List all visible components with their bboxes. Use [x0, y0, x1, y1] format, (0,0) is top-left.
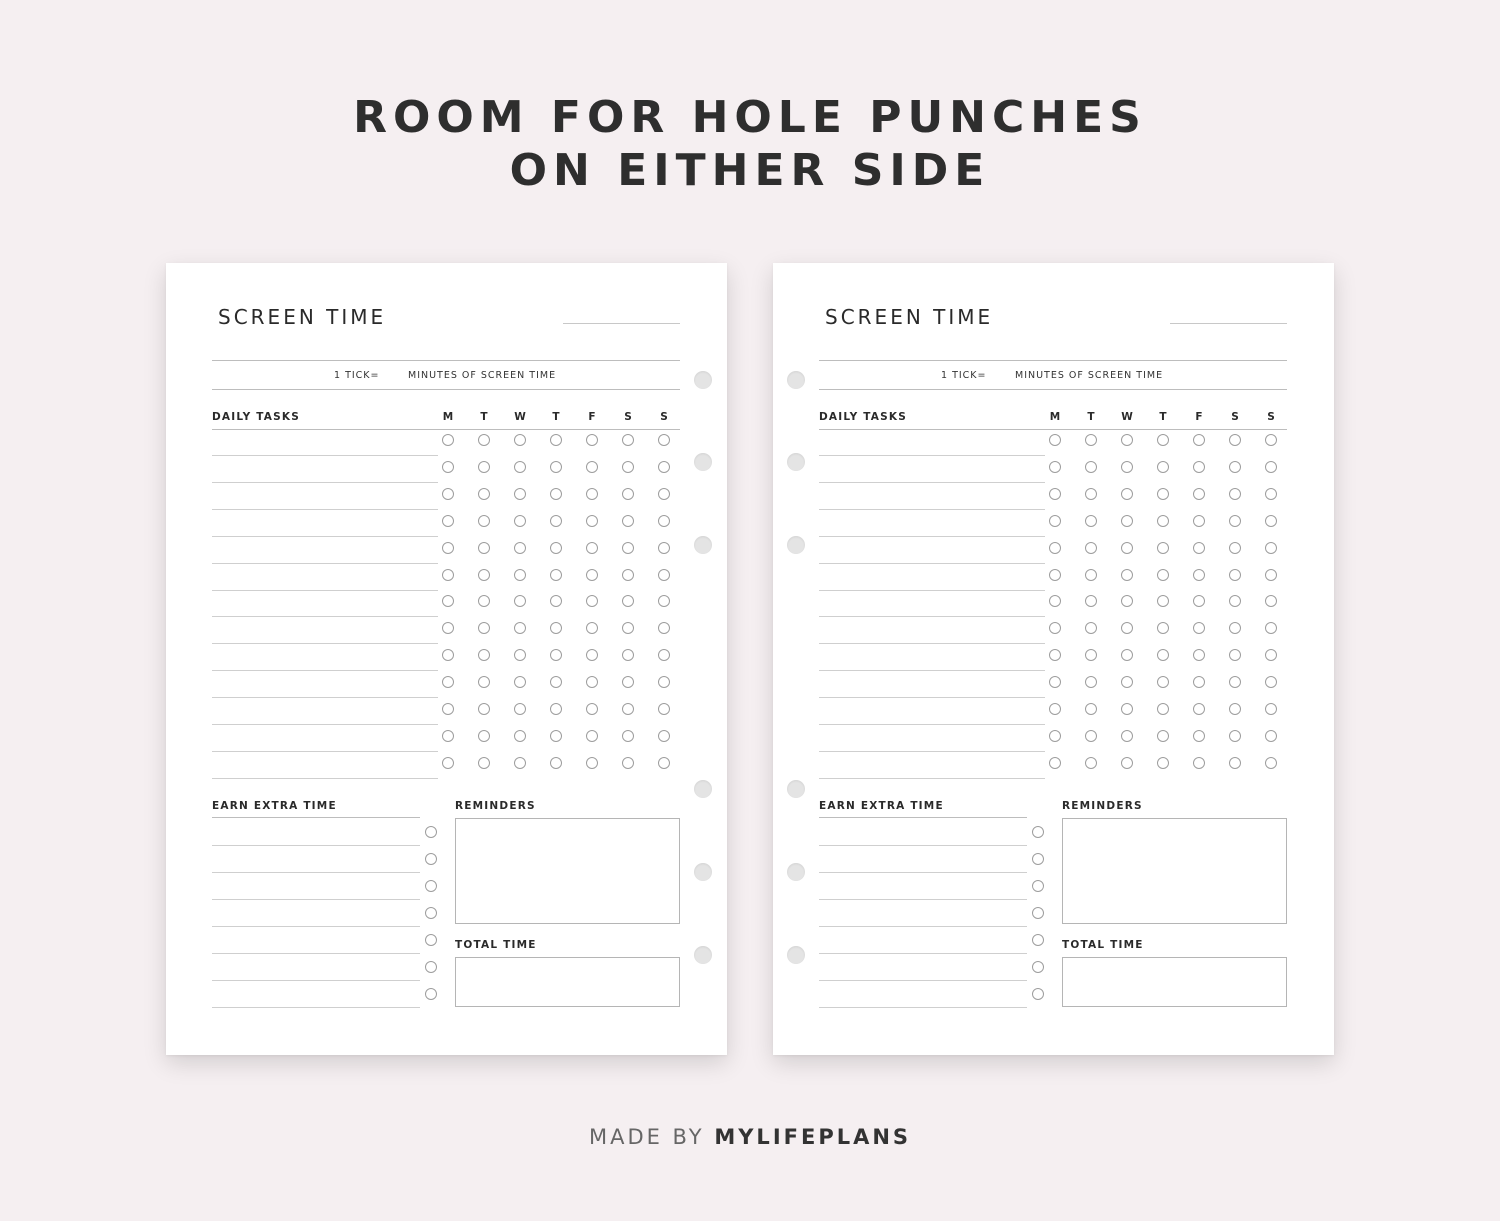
checkbox-circle[interactable]: [1229, 569, 1241, 581]
checkbox-circle[interactable]: [658, 434, 670, 446]
task-line[interactable]: [819, 482, 1045, 483]
tick-label: 1 TICK=: [941, 370, 987, 381]
reminders-box[interactable]: [455, 818, 680, 924]
checkbox-circle[interactable]: [1085, 488, 1097, 500]
checkbox-circle[interactable]: [622, 569, 634, 581]
checkbox-circle[interactable]: [1049, 461, 1061, 473]
checkbox-circle[interactable]: [1229, 622, 1241, 634]
checkbox-circle[interactable]: [1265, 488, 1277, 500]
checkbox-circle[interactable]: [1049, 649, 1061, 661]
checkbox-circle[interactable]: [1265, 595, 1277, 607]
checkbox-circle[interactable]: [622, 515, 634, 527]
punch-hole: [787, 780, 805, 798]
total-time-label: TOTAL TIME: [1062, 939, 1144, 951]
task-line[interactable]: [819, 616, 1045, 617]
checkbox-circle[interactable]: [1193, 649, 1205, 661]
day-label-6: S: [1267, 411, 1275, 423]
earn-extra-checkbox[interactable]: [1032, 880, 1044, 892]
reminders-box[interactable]: [1062, 818, 1287, 924]
headline-line-2: ON EITHER SIDE: [509, 145, 991, 196]
checkbox-circle[interactable]: [658, 569, 670, 581]
checkbox-circle[interactable]: [442, 757, 454, 769]
tick-label: 1 TICK=: [334, 370, 380, 381]
earn-extra-line[interactable]: [819, 980, 1027, 981]
checkbox-circle[interactable]: [514, 703, 526, 715]
day-label-3: T: [552, 411, 560, 423]
checkbox-circle[interactable]: [1085, 649, 1097, 661]
earn-extra-line[interactable]: [819, 1007, 1027, 1008]
earn-extra-line[interactable]: [819, 872, 1027, 873]
checkbox-circle[interactable]: [478, 595, 490, 607]
checkbox-circle[interactable]: [1121, 676, 1133, 688]
checkbox-circle[interactable]: [586, 434, 598, 446]
checkbox-circle[interactable]: [442, 649, 454, 661]
checkbox-circle[interactable]: [1085, 461, 1097, 473]
checkbox-circle[interactable]: [1157, 434, 1169, 446]
reminders-label: REMINDERS: [1062, 800, 1143, 812]
checkbox-circle[interactable]: [1085, 703, 1097, 715]
checkbox-circle[interactable]: [1229, 730, 1241, 742]
day-label-1: T: [1087, 411, 1095, 423]
checkbox-circle[interactable]: [550, 461, 562, 473]
earn-extra-line[interactable]: [212, 953, 420, 954]
task-line[interactable]: [212, 536, 438, 537]
checkbox-circle[interactable]: [1229, 542, 1241, 554]
day-label-5: S: [1231, 411, 1239, 423]
checkbox-circle[interactable]: [1085, 622, 1097, 634]
checkbox-circle[interactable]: [550, 622, 562, 634]
checkbox-circle[interactable]: [1229, 488, 1241, 500]
checkbox-circle[interactable]: [478, 757, 490, 769]
checkbox-circle[interactable]: [622, 730, 634, 742]
task-line[interactable]: [819, 536, 1045, 537]
task-line[interactable]: [819, 590, 1045, 591]
checkbox-circle[interactable]: [550, 649, 562, 661]
checkbox-circle[interactable]: [1265, 676, 1277, 688]
checkbox-circle[interactable]: [1157, 730, 1169, 742]
checkbox-circle[interactable]: [1121, 488, 1133, 500]
checkbox-circle[interactable]: [1085, 515, 1097, 527]
task-line[interactable]: [819, 455, 1045, 456]
checkbox-circle[interactable]: [478, 622, 490, 634]
checkbox-circle[interactable]: [1049, 703, 1061, 715]
punch-hole: [694, 946, 712, 964]
checkbox-circle[interactable]: [1157, 515, 1169, 527]
checkbox-circle[interactable]: [586, 542, 598, 554]
checkbox-circle[interactable]: [514, 515, 526, 527]
checkbox-circle[interactable]: [586, 649, 598, 661]
checkbox-circle[interactable]: [586, 676, 598, 688]
checkbox-circle[interactable]: [622, 676, 634, 688]
checkbox-circle[interactable]: [550, 434, 562, 446]
checkbox-circle[interactable]: [658, 622, 670, 634]
task-line[interactable]: [819, 563, 1045, 564]
earn-extra-checkbox[interactable]: [1032, 826, 1044, 838]
earn-extra-checkbox[interactable]: [425, 826, 437, 838]
checkbox-circle[interactable]: [658, 595, 670, 607]
day-label-4: F: [588, 411, 596, 423]
earn-extra-checkbox[interactable]: [1032, 988, 1044, 1000]
day-label-0: M: [442, 411, 454, 423]
checkbox-circle[interactable]: [550, 569, 562, 581]
checkbox-circle[interactable]: [1121, 622, 1133, 634]
day-label-0: M: [1049, 411, 1061, 423]
checkbox-circle[interactable]: [514, 461, 526, 473]
page-title: SCREEN TIME: [218, 305, 387, 329]
task-line[interactable]: [819, 643, 1045, 644]
checkbox-circle[interactable]: [1049, 434, 1061, 446]
daily-tasks-label: DAILY TASKS: [819, 411, 907, 423]
checkbox-circle[interactable]: [442, 461, 454, 473]
task-line[interactable]: [212, 778, 438, 779]
tick-rule-bottom: [819, 389, 1287, 390]
checkbox-circle[interactable]: [514, 649, 526, 661]
punch-hole: [694, 453, 712, 471]
checkbox-circle[interactable]: [514, 488, 526, 500]
checkbox-circle[interactable]: [622, 542, 634, 554]
checkbox-circle[interactable]: [1085, 434, 1097, 446]
checkbox-circle[interactable]: [1265, 515, 1277, 527]
page-title: SCREEN TIME: [825, 305, 994, 329]
punch-hole: [694, 371, 712, 389]
planner-page-left: [166, 263, 727, 1055]
checkbox-circle[interactable]: [1193, 434, 1205, 446]
task-line[interactable]: [819, 509, 1045, 510]
checkbox-circle[interactable]: [586, 757, 598, 769]
earn-extra-checkbox[interactable]: [425, 880, 437, 892]
task-line[interactable]: [819, 670, 1045, 671]
checkbox-circle[interactable]: [622, 461, 634, 473]
earn-extra-header-rule: [212, 817, 420, 818]
day-label-2: W: [1121, 411, 1133, 423]
tick-rule-top: [212, 360, 680, 361]
checkbox-circle[interactable]: [1085, 676, 1097, 688]
checkbox-circle[interactable]: [1265, 757, 1277, 769]
earn-extra-line[interactable]: [819, 845, 1027, 846]
checkbox-circle[interactable]: [1049, 595, 1061, 607]
task-line[interactable]: [212, 616, 438, 617]
checkbox-circle[interactable]: [442, 569, 454, 581]
checkbox-circle[interactable]: [478, 730, 490, 742]
checkbox-circle[interactable]: [586, 595, 598, 607]
task-line[interactable]: [212, 643, 438, 644]
earn-extra-checkbox[interactable]: [425, 853, 437, 865]
checkbox-circle[interactable]: [478, 515, 490, 527]
checkbox-circle[interactable]: [622, 703, 634, 715]
checkbox-circle[interactable]: [1265, 461, 1277, 473]
checkbox-circle[interactable]: [1049, 569, 1061, 581]
checkbox-circle[interactable]: [1193, 730, 1205, 742]
checkbox-circle[interactable]: [1121, 434, 1133, 446]
checkbox-circle[interactable]: [550, 595, 562, 607]
date-line: [1170, 323, 1287, 324]
checkbox-circle[interactable]: [1265, 434, 1277, 446]
checkbox-circle[interactable]: [1121, 569, 1133, 581]
checkbox-circle[interactable]: [1157, 488, 1169, 500]
checkbox-circle[interactable]: [478, 488, 490, 500]
day-label-6: S: [660, 411, 668, 423]
checkbox-circle[interactable]: [622, 757, 634, 769]
checkbox-circle[interactable]: [442, 434, 454, 446]
checkbox-circle[interactable]: [1193, 488, 1205, 500]
checkbox-circle[interactable]: [658, 488, 670, 500]
earn-extra-line[interactable]: [212, 845, 420, 846]
checkbox-circle[interactable]: [586, 703, 598, 715]
footer-credit: [0, 1125, 1500, 1149]
checkbox-circle[interactable]: [1085, 730, 1097, 742]
checkbox-circle[interactable]: [1121, 595, 1133, 607]
checkbox-circle[interactable]: [1193, 515, 1205, 527]
tick-unit-label: MINUTES OF SCREEN TIME: [1015, 370, 1164, 381]
earn-extra-checkbox[interactable]: [1032, 853, 1044, 865]
task-line[interactable]: [819, 724, 1045, 725]
earn-extra-line[interactable]: [212, 1007, 420, 1008]
earn-extra-line[interactable]: [212, 980, 420, 981]
punch-hole: [787, 946, 805, 964]
checkbox-circle[interactable]: [1193, 542, 1205, 554]
task-line[interactable]: [212, 563, 438, 564]
daily-tasks-header-rule: [212, 429, 680, 430]
punch-hole: [694, 536, 712, 554]
checkbox-circle[interactable]: [478, 461, 490, 473]
earn-extra-checkbox[interactable]: [425, 988, 437, 1000]
checkbox-circle[interactable]: [1049, 676, 1061, 688]
task-line[interactable]: [819, 697, 1045, 698]
day-label-5: S: [624, 411, 632, 423]
earn-extra-checkbox[interactable]: [425, 934, 437, 946]
punch-hole: [787, 453, 805, 471]
checkbox-circle[interactable]: [586, 488, 598, 500]
checkbox-circle[interactable]: [658, 515, 670, 527]
daily-tasks-header-rule: [819, 429, 1287, 430]
task-line[interactable]: [212, 670, 438, 671]
checkbox-circle[interactable]: [514, 622, 526, 634]
checkbox-circle[interactable]: [442, 515, 454, 527]
checkbox-circle[interactable]: [1265, 703, 1277, 715]
day-label-1: T: [480, 411, 488, 423]
checkbox-circle[interactable]: [1157, 757, 1169, 769]
checkbox-circle[interactable]: [586, 730, 598, 742]
checkbox-circle[interactable]: [1229, 676, 1241, 688]
checkbox-circle[interactable]: [1121, 461, 1133, 473]
checkbox-circle[interactable]: [586, 569, 598, 581]
date-line: [563, 323, 680, 324]
checkbox-circle[interactable]: [1229, 461, 1241, 473]
checkbox-circle[interactable]: [1121, 757, 1133, 769]
checkbox-circle[interactable]: [1193, 461, 1205, 473]
checkbox-circle[interactable]: [1265, 569, 1277, 581]
checkbox-circle[interactable]: [1085, 595, 1097, 607]
checkbox-circle[interactable]: [550, 703, 562, 715]
checkbox-circle[interactable]: [1157, 622, 1169, 634]
earn-extra-line[interactable]: [212, 899, 420, 900]
punch-hole: [787, 371, 805, 389]
checkbox-circle[interactable]: [550, 676, 562, 688]
checkbox-circle[interactable]: [1265, 542, 1277, 554]
checkbox-circle[interactable]: [514, 542, 526, 554]
checkbox-circle[interactable]: [478, 542, 490, 554]
earn-extra-line[interactable]: [212, 872, 420, 873]
checkbox-circle[interactable]: [1085, 757, 1097, 769]
checkbox-circle[interactable]: [1229, 757, 1241, 769]
punch-hole: [787, 863, 805, 881]
checkbox-circle[interactable]: [1157, 649, 1169, 661]
checkbox-circle[interactable]: [1229, 703, 1241, 715]
task-line[interactable]: [212, 697, 438, 698]
checkbox-circle[interactable]: [514, 434, 526, 446]
checkbox-circle[interactable]: [622, 622, 634, 634]
checkbox-circle[interactable]: [586, 622, 598, 634]
day-label-3: T: [1159, 411, 1167, 423]
checkbox-circle[interactable]: [1121, 703, 1133, 715]
checkbox-circle[interactable]: [1193, 595, 1205, 607]
checkbox-circle[interactable]: [1121, 515, 1133, 527]
earn-extra-checkbox[interactable]: [1032, 961, 1044, 973]
total-time-label: TOTAL TIME: [455, 939, 537, 951]
checkbox-circle[interactable]: [1121, 542, 1133, 554]
task-line[interactable]: [212, 455, 438, 456]
checkbox-circle[interactable]: [1229, 515, 1241, 527]
checkbox-circle[interactable]: [514, 757, 526, 769]
earn-extra-checkbox[interactable]: [1032, 907, 1044, 919]
checkbox-circle[interactable]: [658, 730, 670, 742]
checkbox-circle[interactable]: [1157, 569, 1169, 581]
checkbox-circle[interactable]: [550, 515, 562, 527]
task-line[interactable]: [819, 751, 1045, 752]
checkbox-circle[interactable]: [658, 757, 670, 769]
checkbox-circle[interactable]: [1049, 730, 1061, 742]
checkbox-circle[interactable]: [550, 757, 562, 769]
task-line[interactable]: [212, 482, 438, 483]
earn-extra-line[interactable]: [212, 926, 420, 927]
earn-extra-time-label: EARN EXTRA TIME: [212, 800, 337, 812]
task-line[interactable]: [819, 778, 1045, 779]
checkbox-circle[interactable]: [1193, 676, 1205, 688]
checkbox-circle[interactable]: [658, 676, 670, 688]
checkbox-circle[interactable]: [550, 730, 562, 742]
checkbox-circle[interactable]: [1157, 595, 1169, 607]
checkbox-circle[interactable]: [1121, 649, 1133, 661]
checkbox-circle[interactable]: [1049, 622, 1061, 634]
checkbox-circle[interactable]: [1049, 488, 1061, 500]
checkbox-circle[interactable]: [1193, 757, 1205, 769]
checkbox-circle[interactable]: [1193, 703, 1205, 715]
earn-extra-line[interactable]: [819, 926, 1027, 927]
checkbox-circle[interactable]: [622, 434, 634, 446]
checkbox-circle[interactable]: [478, 649, 490, 661]
checkbox-circle[interactable]: [658, 703, 670, 715]
checkbox-circle[interactable]: [550, 488, 562, 500]
checkbox-circle[interactable]: [442, 703, 454, 715]
checkbox-circle[interactable]: [658, 649, 670, 661]
checkbox-circle[interactable]: [1193, 569, 1205, 581]
checkbox-circle[interactable]: [1229, 595, 1241, 607]
checkbox-circle[interactable]: [1157, 703, 1169, 715]
checkbox-circle[interactable]: [1229, 649, 1241, 661]
checkbox-circle[interactable]: [442, 676, 454, 688]
tick-rule-bottom: [212, 389, 680, 390]
task-line[interactable]: [212, 590, 438, 591]
total-time-box[interactable]: [1062, 957, 1287, 1007]
checkbox-circle[interactable]: [442, 730, 454, 742]
day-label-4: F: [1195, 411, 1203, 423]
earn-extra-time-label: EARN EXTRA TIME: [819, 800, 944, 812]
punch-hole: [694, 863, 712, 881]
task-line[interactable]: [212, 509, 438, 510]
planner-page-right: [773, 263, 1334, 1055]
task-line[interactable]: [212, 751, 438, 752]
checkbox-circle[interactable]: [442, 595, 454, 607]
checkbox-circle[interactable]: [1193, 622, 1205, 634]
checkbox-circle[interactable]: [1121, 730, 1133, 742]
reminders-label: REMINDERS: [455, 800, 536, 812]
checkbox-circle[interactable]: [514, 730, 526, 742]
checkbox-circle[interactable]: [622, 595, 634, 607]
checkbox-circle[interactable]: [586, 515, 598, 527]
total-time-box[interactable]: [455, 957, 680, 1007]
checkbox-circle[interactable]: [1157, 461, 1169, 473]
checkbox-circle[interactable]: [622, 488, 634, 500]
daily-tasks-label: DAILY TASKS: [212, 411, 300, 423]
checkbox-circle[interactable]: [514, 569, 526, 581]
checkbox-circle[interactable]: [1049, 515, 1061, 527]
checkbox-circle[interactable]: [442, 542, 454, 554]
checkbox-circle[interactable]: [514, 676, 526, 688]
footer-prefix: MADE BY: [588, 1125, 705, 1149]
checkbox-circle[interactable]: [1157, 676, 1169, 688]
tick-rule-top: [819, 360, 1287, 361]
earn-extra-checkbox[interactable]: [425, 961, 437, 973]
earn-extra-checkbox[interactable]: [425, 907, 437, 919]
checkbox-circle[interactable]: [442, 622, 454, 634]
checkbox-circle[interactable]: [1265, 649, 1277, 661]
checkbox-circle[interactable]: [550, 542, 562, 554]
tick-unit-label: MINUTES OF SCREEN TIME: [408, 370, 557, 381]
checkbox-circle[interactable]: [514, 595, 526, 607]
checkbox-circle[interactable]: [622, 649, 634, 661]
checkbox-circle[interactable]: [1157, 542, 1169, 554]
punch-hole: [787, 536, 805, 554]
earn-extra-line[interactable]: [819, 899, 1027, 900]
checkbox-circle[interactable]: [1229, 434, 1241, 446]
headline-line-1: ROOM FOR HOLE PUNCHES: [353, 92, 1147, 143]
earn-extra-line[interactable]: [819, 953, 1027, 954]
checkbox-circle[interactable]: [1085, 542, 1097, 554]
checkbox-circle[interactable]: [442, 488, 454, 500]
day-label-2: W: [514, 411, 526, 423]
checkbox-circle[interactable]: [1085, 569, 1097, 581]
task-line[interactable]: [212, 724, 438, 725]
checkbox-circle[interactable]: [1049, 542, 1061, 554]
checkbox-circle[interactable]: [1265, 730, 1277, 742]
checkbox-circle[interactable]: [478, 569, 490, 581]
checkbox-circle[interactable]: [478, 434, 490, 446]
checkbox-circle[interactable]: [586, 461, 598, 473]
punch-hole: [694, 780, 712, 798]
checkbox-circle[interactable]: [658, 461, 670, 473]
checkbox-circle[interactable]: [658, 542, 670, 554]
checkbox-circle[interactable]: [1049, 757, 1061, 769]
checkbox-circle[interactable]: [478, 676, 490, 688]
earn-extra-header-rule: [819, 817, 1027, 818]
checkbox-circle[interactable]: [478, 703, 490, 715]
checkbox-circle[interactable]: [1265, 622, 1277, 634]
footer-brand: MYLIFEPLANS: [714, 1125, 912, 1149]
earn-extra-checkbox[interactable]: [1032, 934, 1044, 946]
